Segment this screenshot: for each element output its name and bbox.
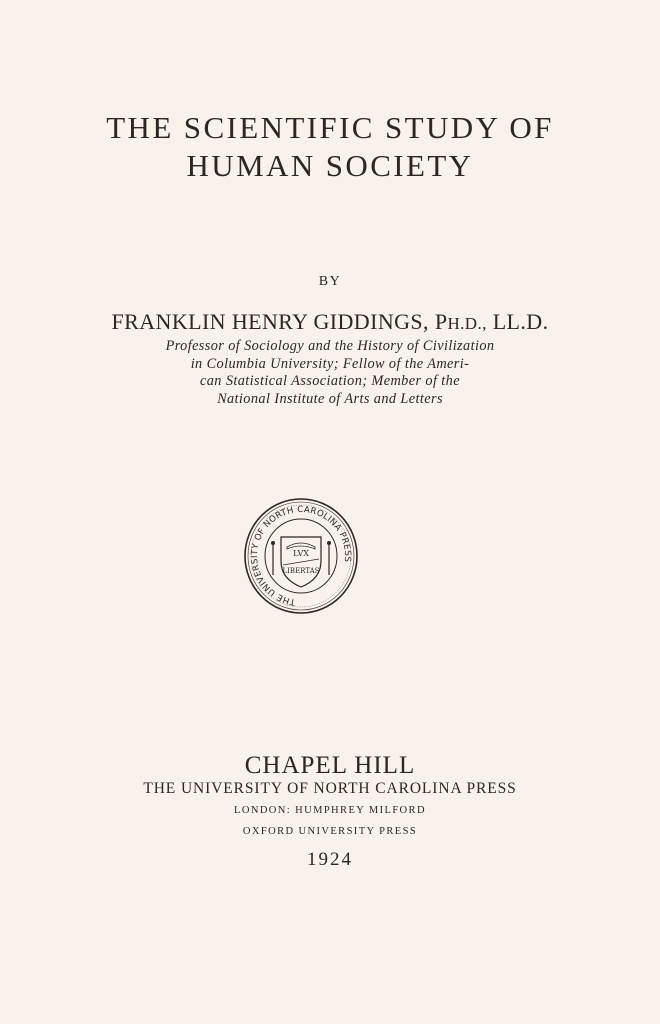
author-credentials bbox=[0, 338, 660, 408]
degree-small-caps: H.D., bbox=[447, 314, 487, 333]
seal-ring-text: THE UNIVERSITY OF NORTH CAROLINA PRESS bbox=[249, 504, 353, 607]
imprint-year: 1924 bbox=[307, 849, 353, 870]
author-degree-phd bbox=[435, 309, 487, 334]
credentials-line: National Institute of Arts and Letters bbox=[217, 390, 443, 407]
author-name: FRANKLIN HENRY GIDDINGS, bbox=[111, 309, 429, 334]
imprint-london: LONDON: HUMPHREY MILFORD bbox=[234, 805, 426, 816]
author-line bbox=[0, 309, 660, 335]
credentials-line: in Columbia University; Fellow of the Ameri- bbox=[190, 355, 470, 372]
seal-motto-top: LVX bbox=[293, 549, 309, 558]
author-degree-lld: LL.D. bbox=[492, 309, 549, 334]
imprint-place: CHAPEL HILL bbox=[244, 752, 416, 779]
credentials-line: can Statistical Association; Member of the bbox=[200, 373, 460, 389]
press-seal-icon bbox=[243, 497, 359, 615]
credentials-line: Professor of Sociology and the History of Civilization bbox=[165, 338, 495, 354]
title-line-1: THE SCIENTIFIC STUDY OF bbox=[106, 110, 554, 145]
seal-motto-bottom: LIBERTAS bbox=[282, 567, 320, 575]
imprint-publisher: THE UNIVERSITY OF NORTH CAROLINA PRESS bbox=[143, 780, 517, 797]
imprint-oxford: OXFORD UNIVERSITY PRESS bbox=[242, 826, 418, 837]
degree-initial: P bbox=[434, 309, 448, 334]
title-line-2: HUMAN SOCIETY bbox=[186, 148, 474, 183]
byline: BY bbox=[318, 274, 342, 289]
